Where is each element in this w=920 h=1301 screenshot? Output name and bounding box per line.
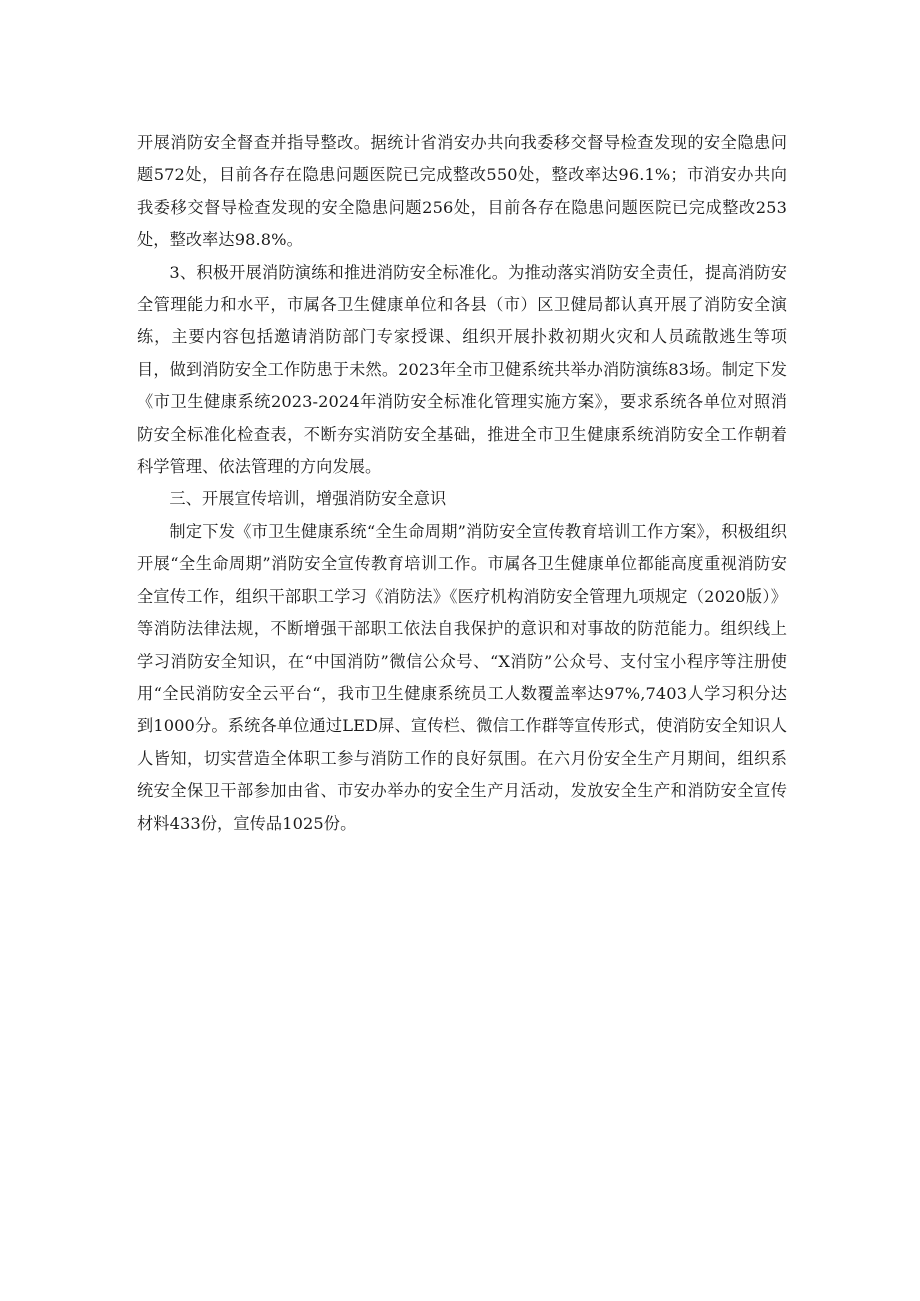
document-body: [137, 127, 787, 840]
paragraph-publicity-training: 制定下发《市卫生健康系统“全生命周期”消防安全宣传教育培训工作方案》，积极组织开展“全生命周期”消防安全宣传教育培训工作。市属各卫生健康单位都能高度重视消防安全宣传工作，组织干部职工学习《消防法》《医疗机构消防安全管理九项规定（2020版）》等消防法律法规，不断增强干部职工依法自我保护的意识和对事故的防范能力。组织线上学习消防安全知识，在“中国消防”微信公众号、“X消防”公众号、支付宝小程序等注册使用“全民消防安全云平台“，我市卫生健康系统员工人数覆盖率达97%,7403人学习积分达到1000分。系统各单位通过LED屏、宣传栏、微信工作群等宣传形式，使消防安全知识人人皆知，切实营造全体职工参与消防工作的良好氛围。在六月份安全生产月期间，组织系统安全保卫干部参加由省、市安办举办的安全生产月活动，发放安全生产和消防安全宣传材料433份，宣传品1025份。: [137, 521, 787, 833]
section-heading-publicity-training: 三、开展宣传培训，增强消防安全意识: [169, 489, 447, 509]
paragraph-inspection-rectification: 开展消防安全督查并指导整改。据统计省消安办共向我委移交督导检查发现的安全隐患问题572处，目前各存在隐患问题医院已完成整改550处，整改率达96.1%；市消安办共向我委移交督导检查发现的安全隐患问题256处，目前各存在隐患问题医院已完成整改253处，整改率达98.8%。: [137, 133, 787, 250]
paragraph-fire-drills-standardization: 3、积极开展消防演练和推进消防安全标准化。为推动落实消防安全责任，提高消防安全管理能力和水平，市属各卫生健康单位和各县（市）区卫健局都认真开展了消防安全演练，主要内容包括邀请消防部门专家授课、组织开展扑救初期火灾和人员疏散逃生等项目，做到消防安全工作防患于未然。2023年全市卫健系统共举办消防演练83场。制定下发《市卫生健康系统2023-2024年消防安全标准化管理实施方案》，要求系统各单位对照消防安全标准化检查表，不断夯实消防安全基础，推进全市卫生健康系统消防安全工作朝着科学管理、依法管理的方向发展。: [137, 262, 787, 477]
